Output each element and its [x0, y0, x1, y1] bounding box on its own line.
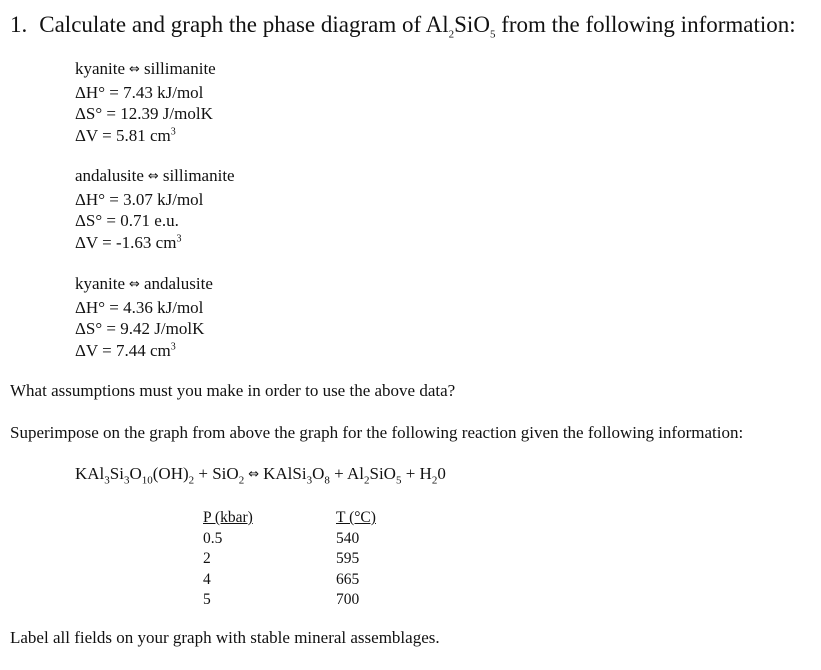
- temperature-value: 595: [336, 550, 360, 567]
- double-arrow-icon: ⇔: [248, 467, 260, 482]
- entropy-label: ΔS° =: [75, 319, 121, 338]
- entropy-value: 9.42 J/molK: [120, 319, 205, 338]
- subscript: 2: [188, 474, 195, 487]
- superimpose-instruction: Superimpose on the graph from above the graph for the following reaction given the following information:: [10, 423, 744, 442]
- temperature-value: 700: [336, 591, 360, 608]
- pressure-value: 0.5: [203, 529, 223, 547]
- formula-part: KAlSi: [263, 464, 307, 483]
- pressure-value: 4: [203, 570, 211, 588]
- volume-value: -1.63 cm: [116, 232, 177, 252]
- volume-label: ΔV =: [75, 232, 116, 252]
- enthalpy-line: [75, 82, 216, 104]
- formula-part: + Al: [329, 464, 364, 483]
- enthalpy-value: 7.43 kJ/mol: [123, 82, 204, 102]
- reactant: kyanite: [75, 274, 126, 293]
- subscript: 3: [123, 474, 130, 487]
- entropy-value: 0.71 e.u.: [120, 211, 179, 230]
- temperature-header: T (°C): [336, 509, 376, 526]
- subscript: 10: [141, 474, 153, 487]
- volume-value: 7.44 cm: [116, 340, 171, 360]
- formula-part: O: [312, 464, 325, 483]
- product: sillimanite: [143, 59, 216, 78]
- formula-part: + H: [401, 464, 432, 483]
- subscript: 2: [448, 28, 455, 41]
- formula-part: (OH): [152, 464, 189, 483]
- formula-part: O: [129, 464, 142, 483]
- product: sillimanite: [162, 166, 235, 185]
- temperature-column: [336, 508, 376, 611]
- enthalpy-line: [75, 297, 213, 319]
- volume-line: [75, 340, 213, 362]
- reaction-block-3: [75, 273, 213, 361]
- subscript: 3: [306, 474, 313, 487]
- pressure-header: P (kbar): [203, 509, 253, 526]
- entropy-label: ΔS° =: [75, 104, 121, 123]
- enthalpy-label: ΔH° =: [75, 82, 124, 102]
- pressure-column: [203, 508, 253, 611]
- reaction-equation: [75, 273, 213, 297]
- subscript: 2: [431, 474, 438, 487]
- formula-part: SiO: [369, 464, 396, 483]
- subscript: 2: [238, 474, 245, 487]
- pressure-value: 5: [203, 591, 211, 608]
- enthalpy-label: ΔH° =: [75, 189, 124, 209]
- double-arrow-icon: ⇔: [129, 277, 140, 292]
- entropy-label: ΔS° =: [75, 211, 121, 230]
- temperature-value: 540: [336, 529, 360, 547]
- subscript: 8: [324, 474, 330, 487]
- question-text-end: from the following information:: [495, 12, 796, 37]
- volume-label: ΔV =: [75, 125, 116, 145]
- volume-exponent: 3: [170, 125, 176, 137]
- subscript: 3: [104, 474, 110, 487]
- volume-exponent: 3: [176, 232, 182, 244]
- temperature-value: 665: [336, 570, 360, 588]
- volume-line: [75, 232, 235, 254]
- subscript: 5: [489, 28, 496, 41]
- entropy-line: [75, 103, 216, 125]
- volume-line: [75, 125, 216, 147]
- reaction-block-1: [75, 58, 216, 146]
- subscript: 5: [395, 474, 402, 487]
- assumptions-question: What assumptions must you make in order to use the above data?: [10, 381, 456, 400]
- volume-exponent: 3: [170, 340, 176, 352]
- question-title: [10, 12, 796, 41]
- reaction-equation: [75, 165, 235, 189]
- question-number: 1.: [10, 12, 28, 37]
- volume-label: ΔV =: [75, 340, 116, 360]
- pressure-value: 2: [203, 550, 211, 567]
- question-text-mid: SiO: [454, 12, 490, 37]
- formula-part: KAl: [75, 464, 105, 483]
- label-instruction: Label all fields on your graph with stable mineral assemblages.: [10, 628, 440, 647]
- volume-value: 5.81 cm: [116, 125, 171, 145]
- enthalpy-value: 3.07 kJ/mol: [123, 189, 204, 209]
- question-text-start: Calculate and graph the phase diagram of Al: [39, 12, 449, 37]
- formula-part: 0: [437, 464, 446, 483]
- entropy-value: 12.39 J/molK: [120, 104, 213, 123]
- enthalpy-value: 4.36 kJ/mol: [123, 297, 204, 317]
- reaction-equation-2: [75, 464, 446, 487]
- entropy-line: [75, 210, 235, 232]
- subscript: 2: [364, 474, 370, 487]
- reaction-equation: [75, 58, 216, 82]
- double-arrow-icon: ⇔: [147, 169, 159, 184]
- enthalpy-label: ΔH° =: [75, 297, 124, 317]
- enthalpy-line: [75, 189, 235, 211]
- entropy-line: [75, 318, 213, 340]
- product: andalusite: [143, 274, 213, 293]
- reaction-block-2: [75, 165, 235, 253]
- formula-part: Si: [109, 464, 124, 483]
- formula-part: + SiO: [194, 464, 239, 483]
- reactant: kyanite: [75, 59, 126, 78]
- double-arrow-icon: ⇔: [129, 62, 140, 77]
- reactant: andalusite: [75, 166, 144, 185]
